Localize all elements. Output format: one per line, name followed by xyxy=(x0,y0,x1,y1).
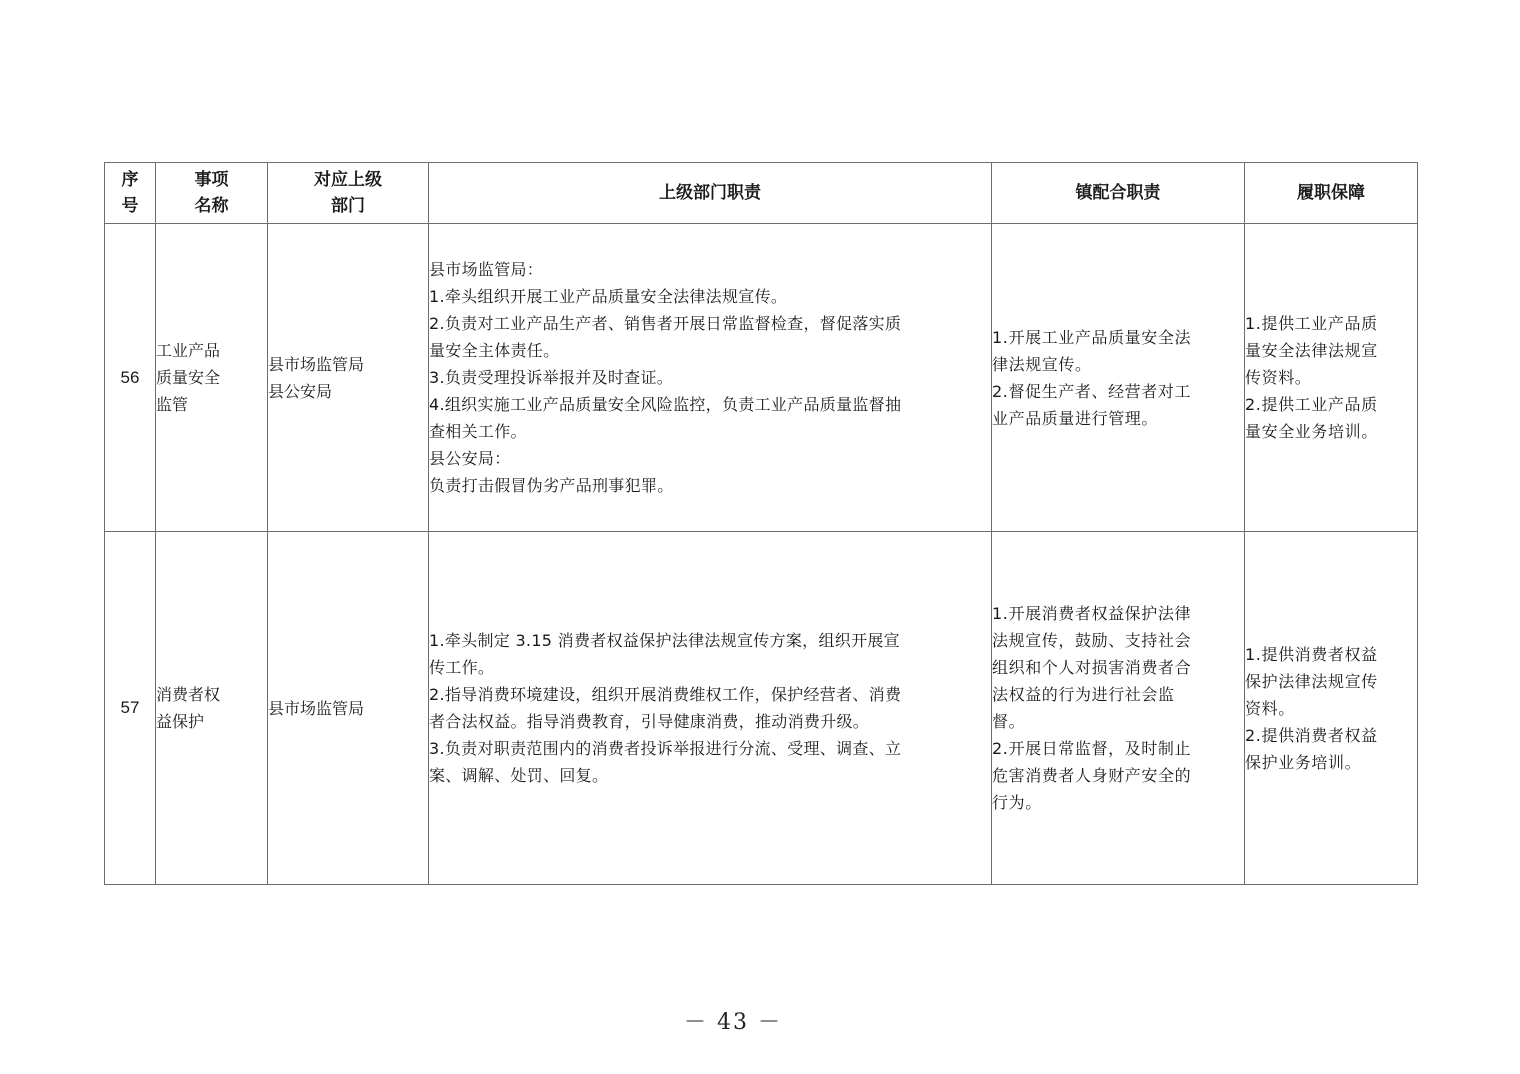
header-num: 序 号 xyxy=(105,163,156,224)
header-town: 镇配合职责 xyxy=(992,163,1245,224)
row-num: 57 xyxy=(105,532,156,885)
row-town: 1.开展工业产品质量安全法 律法规宣传。 2.督促生产者、经营者对工 业产品质量进行管理。 xyxy=(992,224,1245,532)
page-number: － 43 － xyxy=(684,1010,782,1035)
row-dept: 县市场监管局 县公安局 xyxy=(268,224,429,532)
row-duty: 1.牵头制定 3.15 消费者权益保护法律法规宣传方案，组织开展宣 传工作。 2.指导消费环境建设，组织开展消费维权工作，保护经营者、消费 者合法权益。指导消费教育，引导健康消费，推动消费升级。 3.负责对职责范围内的消费者投诉举报进行分流、受理、调查、立 案、调解、处罚、回复。 xyxy=(429,532,992,885)
row-num: 56 xyxy=(105,224,156,532)
header-name: 事项 名称 xyxy=(156,163,268,224)
header-dept: 对应上级 部门 xyxy=(268,163,429,224)
row-town: 1.开展消费者权益保护法律 法规宣传，鼓励、支持社会 组织和个人对损害消费者合 法权益的行为进行社会监 督。 2.开展日常监督，及时制止 危害消费者人身财产安全的 行为。 xyxy=(992,532,1245,885)
header-guarantee: 履职保障 xyxy=(1245,163,1418,224)
row-name: 消费者权 益保护 xyxy=(156,532,268,885)
row-name: 工业产品 质量安全 监管 xyxy=(156,224,268,532)
header-duty: 上级部门职责 xyxy=(429,163,992,224)
row-duty: 县市场监管局： 1.牵头组织开展工业产品质量安全法律法规宣传。 2.负责对工业产品生产者、销售者开展日常监督检查，督促落实质 量安全主体责任。 3.负责受理投诉举报并及时查证。 4.组织实施工业产品质量安全风险监控，负责工业产品质量监督抽 查相关工作。 县公安局： 负责打击假冒伪劣产品刑事犯罪。 xyxy=(429,224,992,532)
row-guarantee: 1.提供工业产品质 量安全法律法规宣 传资料。 2.提供工业产品质 量安全业务培训。 xyxy=(1245,224,1418,532)
duty-table xyxy=(104,162,1418,885)
table-row xyxy=(105,532,1418,885)
table-header-row xyxy=(105,163,1418,224)
row-guarantee: 1.提供消费者权益 保护法律法规宣传 资料。 2.提供消费者权益 保护业务培训。 xyxy=(1245,532,1418,885)
table-row xyxy=(105,224,1418,532)
row-dept: 县市场监管局 xyxy=(268,532,429,885)
